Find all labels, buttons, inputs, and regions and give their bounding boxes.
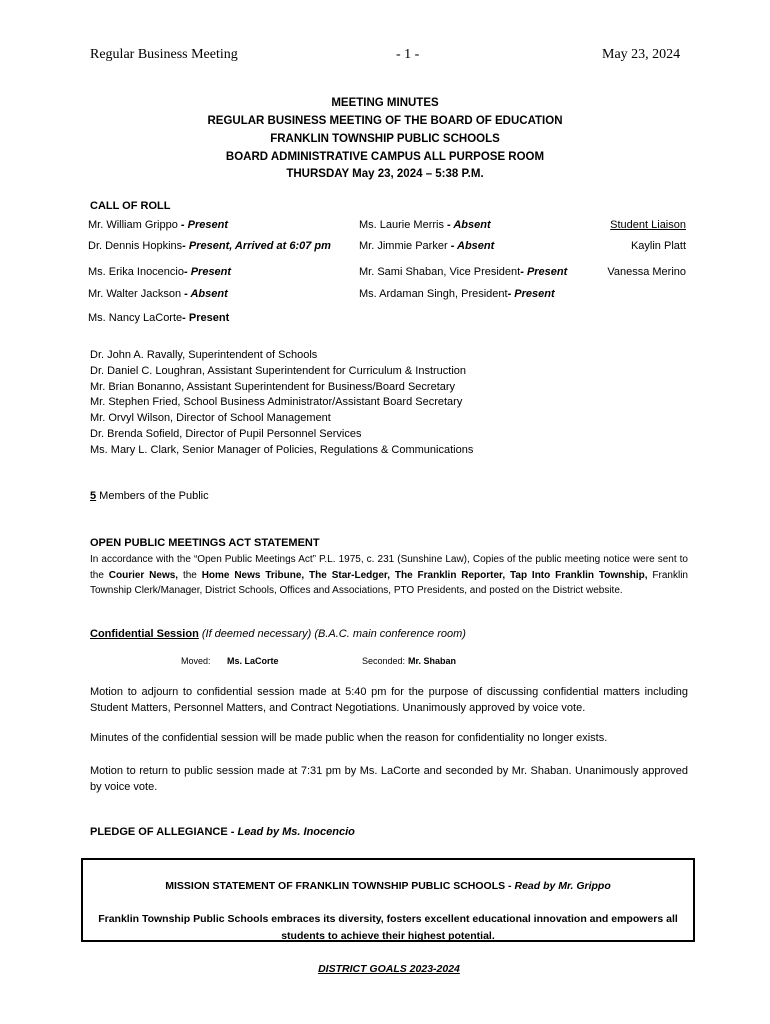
confidential-heading: Confidential Session (If deemed necessary) (B.A.C. main conference room)	[90, 628, 466, 640]
staff-item: Ms. Mary L. Clark, Senior Manager of Policies, Regulations & Communications	[90, 443, 474, 456]
header-date: May 23, 2024	[602, 47, 681, 62]
roll-member: Ms. Laurie Merris - Absent	[359, 219, 491, 231]
roll-member: Dr. Dennis Hopkins- Present, Arrived at 6:07 pm	[88, 240, 331, 252]
staff-item: Dr. Brenda Sofield, Director of Pupil Personnel Services	[90, 427, 362, 440]
title-line-1: MEETING MINUTES	[331, 97, 439, 109]
confidential-note: Minutes of the confidential session will be made public when the reason for confidentiality no longer exists.	[90, 732, 608, 744]
staff-item: Mr. Stephen Fried, School Business Administrator/Assistant Board Secretary	[90, 396, 463, 409]
roll-member: Mr. Sami Shaban, Vice President- Present	[359, 266, 568, 278]
opma-heading: OPEN PUBLIC MEETINGS ACT STATEMENT	[90, 537, 320, 549]
page-number: - 1 -	[396, 47, 420, 62]
motion-return: Motion to return to public session made at 7:31 pm by Ms. LaCorte and seconded by Mr. Shaban. Unanimously approved by voice vote.	[90, 765, 688, 793]
title-line-3: FRANKLIN TOWNSHIP PUBLIC SCHOOLS	[270, 133, 500, 145]
staff-item: Mr. Brian Bonanno, Assistant Superintendent for Business/Board Secretary	[90, 380, 456, 393]
roll-member: Ms. Nancy LaCorte- Present	[88, 312, 230, 324]
staff-list	[90, 348, 473, 459]
moved-label: Moved:	[181, 656, 211, 666]
staff-item: Dr. John A. Ravally, Superintendent of Schools	[90, 349, 318, 361]
motion-adjourn: Motion to adjourn to confidential session made at 5:40 pm for the purpose of discussing confidential matters including Student Matters, Personnel Matters, and Contract Negotiations. Unanimously approved by voice vote.	[90, 686, 688, 714]
seconded-label: Seconded:	[362, 656, 406, 666]
title-line-5: THURSDAY May 23, 2024 – 5:38 P.M.	[286, 168, 484, 180]
district-goals-heading: DISTRICT GOALS 2023-2024	[318, 963, 460, 975]
student-liaison: Kaylin Platt	[630, 240, 686, 252]
mission-heading: MISSION STATEMENT OF FRANKLIN TOWNSHIP PUBLIC SCHOOLS - Read by Mr. Grippo	[165, 880, 611, 892]
student-liaison-heading: Student Liaison	[610, 219, 686, 231]
roll-member: Ms. Ardaman Singh, President- Present	[359, 288, 555, 300]
student-liaison: Vanessa Merino	[607, 266, 686, 278]
staff-item: Mr. Orvyl Wilson, Director of School Management	[90, 412, 331, 425]
roll-member: Mr. William Grippo - Present	[88, 219, 228, 231]
roll-member: Mr. Jimmie Parker - Absent	[359, 240, 495, 252]
public-attendance: 5 Members of the Public	[90, 490, 209, 502]
moved-by: Ms. LaCorte	[227, 656, 279, 666]
mission-statement-box	[81, 858, 695, 942]
roll-member: Mr. Walter Jackson - Absent	[88, 288, 228, 300]
pledge: PLEDGE OF ALLEGIANCE - Lead by Ms. Inocencio	[90, 826, 355, 838]
seconded-by: Mr. Shaban	[408, 656, 457, 666]
title-line-4: BOARD ADMINISTRATIVE CAMPUS ALL PURPOSE ROOM	[225, 151, 545, 163]
roll-member: Ms. Erika Inocencio- Present	[88, 266, 232, 278]
title-line-2: REGULAR BUSINESS MEETING OF THE BOARD OF EDUCATION	[207, 115, 563, 127]
staff-item: Dr. Daniel C. Loughran, Assistant Superintendent for Curriculum & Instruction	[90, 364, 467, 377]
roll-heading: CALL OF ROLL	[90, 200, 171, 212]
header-left: Regular Business Meeting	[90, 47, 238, 62]
mission-text: Franklin Township Public Schools embraces its diversity, fosters excellent educational innovation and empowers all students to achieve their highest potential.	[98, 913, 678, 942]
opma-statement: In accordance with the “Open Public Meetings Act” P.L. 1975, c. 231 (Sunshine Law), Copies of the public meeting notice were sent to the Courier News, the Home News Tribune, The Star-Ledger, The Franklin Reporter, Tap Into Franklin Township, Franklin Township Clerk/Manager, District Schools, Offices and Associations, PTO Presidents, and posted on the District website.	[90, 554, 688, 596]
